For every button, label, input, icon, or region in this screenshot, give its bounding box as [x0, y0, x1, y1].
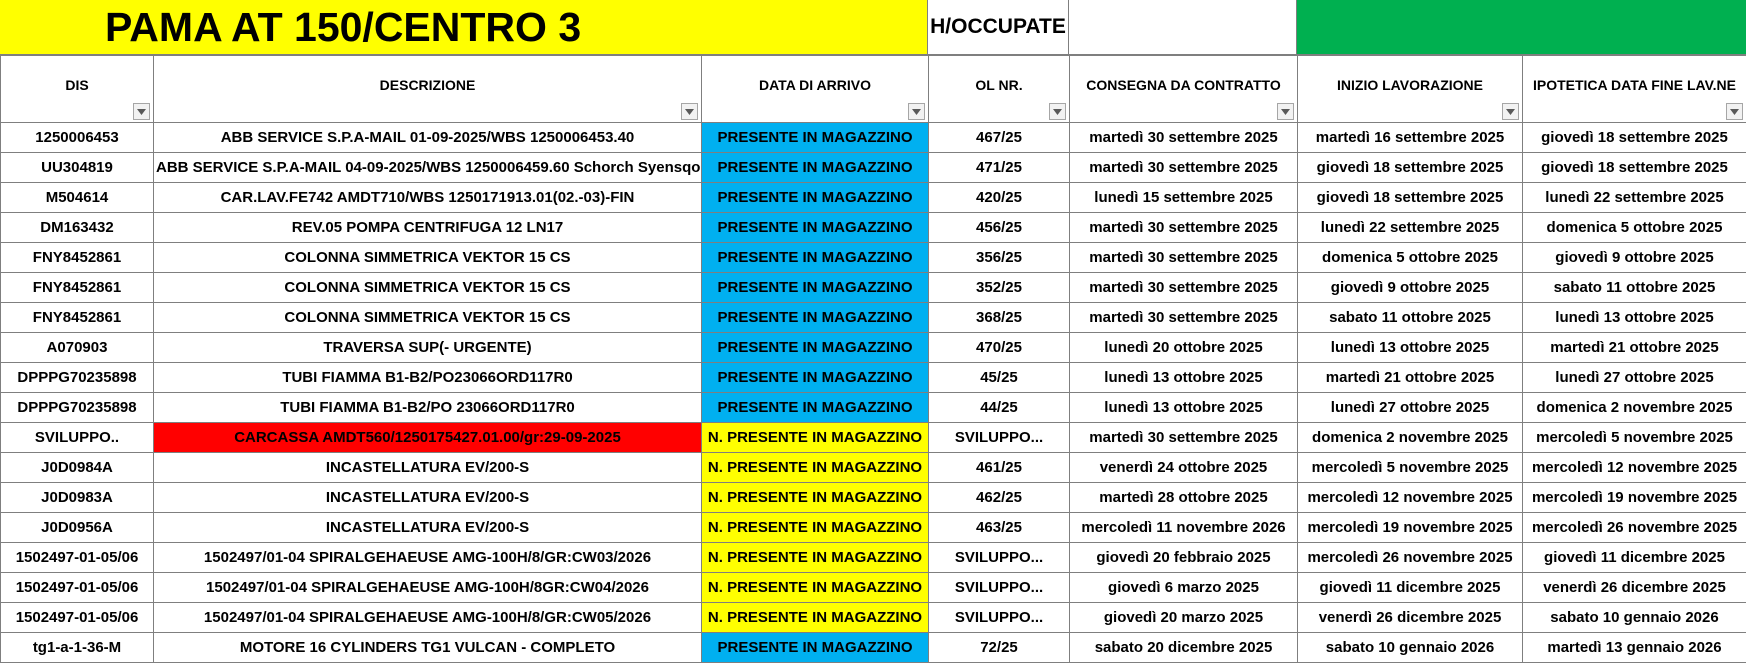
cell-descrizione[interactable]: MOTORE 16 CYLINDERS TG1 VULCAN - COMPLETO: [154, 633, 702, 663]
cell-fine[interactable]: martedì 21 ottobre 2025: [1523, 333, 1746, 363]
table-row: [1, 483, 1746, 513]
table-row: [1, 123, 1746, 153]
cell-consegna[interactable]: giovedì 6 marzo 2025: [1070, 573, 1298, 603]
cell-descrizione[interactable]: INCASTELLATURA EV/200-S: [154, 483, 702, 513]
cell-descrizione[interactable]: 1502497/01-04 SPIRALGEHAEUSE AMG-100H/8GR:CW04/2026: [154, 573, 702, 603]
cell-dis[interactable]: A070903: [1, 333, 154, 363]
cell-data-arrivo[interactable]: PRESENTE IN MAGAZZINO: [702, 213, 929, 243]
cell-consegna[interactable]: martedì 30 settembre 2025: [1070, 303, 1298, 333]
cell-ol-nr[interactable]: 45/25: [929, 363, 1070, 393]
cell-consegna[interactable]: sabato 20 dicembre 2025: [1070, 633, 1298, 663]
table-row: [1, 183, 1746, 213]
cell-fine[interactable]: giovedì 18 settembre 2025: [1523, 123, 1746, 153]
cell-data-arrivo[interactable]: PRESENTE IN MAGAZZINO: [702, 183, 929, 213]
cell-data-arrivo[interactable]: PRESENTE IN MAGAZZINO: [702, 363, 929, 393]
table-row: [1, 303, 1746, 333]
cell-ol-nr[interactable]: 462/25: [929, 483, 1070, 513]
cell-descrizione[interactable]: TUBI FIAMMA B1-B2/PO23066ORD117R0: [154, 363, 702, 393]
cell-consegna[interactable]: martedì 30 settembre 2025: [1070, 123, 1298, 153]
cell-fine[interactable]: venerdì 26 dicembre 2025: [1523, 573, 1746, 603]
cell-data-arrivo[interactable]: PRESENTE IN MAGAZZINO: [702, 273, 929, 303]
cell-dis[interactable]: DPPPG70235898: [1, 363, 154, 393]
filter-dropdown-icon[interactable]: [1726, 103, 1743, 120]
cell-dis[interactable]: 1250006453: [1, 123, 154, 153]
cell-ol-nr[interactable]: SVILUPPO...: [929, 603, 1070, 633]
cell-ol-nr[interactable]: 471/25: [929, 153, 1070, 183]
cell-dis[interactable]: J0D0984A: [1, 453, 154, 483]
cell-inizio[interactable]: venerdì 26 dicembre 2025: [1298, 603, 1523, 633]
cell-data-arrivo[interactable]: PRESENTE IN MAGAZZINO: [702, 333, 929, 363]
cell-inizio[interactable]: giovedì 18 settembre 2025: [1298, 153, 1523, 183]
column-header-ol-nr: [929, 56, 1070, 123]
cell-inizio[interactable]: mercoledì 12 novembre 2025: [1298, 483, 1523, 513]
cell-ol-nr[interactable]: 467/25: [929, 123, 1070, 153]
cell-fine[interactable]: sabato 11 ottobre 2025: [1523, 273, 1746, 303]
table-row: [1, 273, 1746, 303]
table-row: [1, 543, 1746, 573]
cell-data-arrivo[interactable]: PRESENTE IN MAGAZZINO: [702, 153, 929, 183]
cell-fine[interactable]: sabato 10 gennaio 2026: [1523, 603, 1746, 633]
cell-consegna[interactable]: lunedì 20 ottobre 2025: [1070, 333, 1298, 363]
cell-descrizione[interactable]: COLONNA SIMMETRICA VEKTOR 15 CS: [154, 273, 702, 303]
table-row: [1, 453, 1746, 483]
cell-descrizione[interactable]: INCASTELLATURA EV/200-S: [154, 513, 702, 543]
cell-consegna[interactable]: lunedì 13 ottobre 2025: [1070, 363, 1298, 393]
cell-data-arrivo[interactable]: PRESENTE IN MAGAZZINO: [702, 243, 929, 273]
cell-consegna[interactable]: venerdì 24 ottobre 2025: [1070, 453, 1298, 483]
cell-descrizione[interactable]: INCASTELLATURA EV/200-S: [154, 453, 702, 483]
column-header-fine: [1523, 56, 1746, 123]
cell-fine[interactable]: mercoledì 5 novembre 2025: [1523, 423, 1746, 453]
table-body: [1, 123, 1746, 663]
cell-data-arrivo[interactable]: PRESENTE IN MAGAZZINO: [702, 303, 929, 333]
hours-occupied-label[interactable]: H/OCCUPATE: [928, 0, 1069, 54]
column-header-dis: [1, 56, 154, 123]
cell-dis[interactable]: 1502497-01-05/06: [1, 603, 154, 633]
cell-data-arrivo[interactable]: N. PRESENTE IN MAGAZZINO: [702, 513, 929, 543]
cell-inizio[interactable]: domenica 5 ottobre 2025: [1298, 243, 1523, 273]
column-header-data-arrivo: [702, 56, 929, 123]
filter-dropdown-icon[interactable]: [1277, 103, 1294, 120]
cell-consegna[interactable]: martedì 28 ottobre 2025: [1070, 483, 1298, 513]
cell-inizio[interactable]: giovedì 18 settembre 2025: [1298, 183, 1523, 213]
filter-dropdown-icon[interactable]: [1502, 103, 1519, 120]
cell-dis[interactable]: M504614: [1, 183, 154, 213]
cell-data-arrivo[interactable]: N. PRESENTE IN MAGAZZINO: [702, 573, 929, 603]
cell-dis[interactable]: DPPPG70235898: [1, 393, 154, 423]
table-row: [1, 213, 1746, 243]
column-header-label: INIZIO LAVORAZIONE: [1337, 77, 1483, 93]
cell-dis[interactable]: 1502497-01-05/06: [1, 543, 154, 573]
cell-ol-nr[interactable]: SVILUPPO...: [929, 573, 1070, 603]
cell-data-arrivo[interactable]: PRESENTE IN MAGAZZINO: [702, 123, 929, 153]
schedule-table: [0, 55, 1746, 663]
header-row: [1, 56, 1746, 123]
cell-ol-nr[interactable]: 456/25: [929, 213, 1070, 243]
cell-inizio[interactable]: giovedì 11 dicembre 2025: [1298, 573, 1523, 603]
column-header-label: IPOTETICA DATA FINE LAV.NE: [1533, 77, 1736, 93]
cell-fine[interactable]: domenica 5 ottobre 2025: [1523, 213, 1746, 243]
cell-descrizione[interactable]: 1502497/01-04 SPIRALGEHAEUSE AMG-100H/8/GR:CW03/2026: [154, 543, 702, 573]
cell-dis[interactable]: FNY8452861: [1, 303, 154, 333]
cell-ol-nr[interactable]: SVILUPPO...: [929, 423, 1070, 453]
cell-data-arrivo[interactable]: N. PRESENTE IN MAGAZZINO: [702, 453, 929, 483]
cell-descrizione[interactable]: ABB SERVICE S.P.A-MAIL 01-09-2025/WBS 1250006453.40: [154, 123, 702, 153]
cell-ol-nr[interactable]: 461/25: [929, 453, 1070, 483]
cell-fine[interactable]: giovedì 11 dicembre 2025: [1523, 543, 1746, 573]
column-header-label: OL NR.: [975, 77, 1022, 93]
column-header-label: DIS: [65, 77, 88, 93]
table-row: [1, 333, 1746, 363]
cell-inizio[interactable]: mercoledì 19 novembre 2025: [1298, 513, 1523, 543]
cell-descrizione[interactable]: TUBI FIAMMA B1-B2/PO 23066ORD117R0: [154, 393, 702, 423]
table-row: [1, 243, 1746, 273]
cell-inizio[interactable]: lunedì 27 ottobre 2025: [1298, 393, 1523, 423]
cell-dis[interactable]: J0D0956A: [1, 513, 154, 543]
cell-inizio[interactable]: mercoledì 5 novembre 2025: [1298, 453, 1523, 483]
cell-fine[interactable]: mercoledì 12 novembre 2025: [1523, 453, 1746, 483]
cell-data-arrivo[interactable]: PRESENTE IN MAGAZZINO: [702, 633, 929, 663]
cell-data-arrivo[interactable]: N. PRESENTE IN MAGAZZINO: [702, 543, 929, 573]
cell-consegna[interactable]: lunedì 13 ottobre 2025: [1070, 393, 1298, 423]
column-header-label: DATA DI ARRIVO: [759, 77, 871, 93]
column-header-consegna: [1070, 56, 1298, 123]
cell-fine[interactable]: lunedì 13 ottobre 2025: [1523, 303, 1746, 333]
cell-consegna[interactable]: martedì 30 settembre 2025: [1070, 153, 1298, 183]
cell-dis[interactable]: DM163432: [1, 213, 154, 243]
table-row: [1, 633, 1746, 663]
column-header-descrizione: [154, 56, 702, 123]
cell-fine[interactable]: martedì 13 gennaio 2026: [1523, 633, 1746, 663]
cell-data-arrivo[interactable]: PRESENTE IN MAGAZZINO: [702, 393, 929, 423]
cell-inizio[interactable]: giovedì 9 ottobre 2025: [1298, 273, 1523, 303]
cell-data-arrivo[interactable]: N. PRESENTE IN MAGAZZINO: [702, 423, 929, 453]
cell-consegna[interactable]: giovedì 20 marzo 2025: [1070, 603, 1298, 633]
cell-fine[interactable]: lunedì 22 settembre 2025: [1523, 183, 1746, 213]
cell-inizio[interactable]: martedì 16 settembre 2025: [1298, 123, 1523, 153]
filter-dropdown-icon[interactable]: [908, 103, 925, 120]
cell-descrizione[interactable]: ABB SERVICE S.P.A-MAIL 04-09-2025/WBS 1250006459.60 Schorch Syensqo: [154, 153, 702, 183]
cell-ol-nr[interactable]: 470/25: [929, 333, 1070, 363]
cell-descrizione[interactable]: CARCASSA AMDT560/1250175427.01.00/gr:29-09-2025: [154, 423, 702, 453]
cell-descrizione[interactable]: REV.05 POMPA CENTRIFUGA 12 LN17: [154, 213, 702, 243]
cell-inizio[interactable]: lunedì 22 settembre 2025: [1298, 213, 1523, 243]
cell-dis[interactable]: SVILUPPO..: [1, 423, 154, 453]
cell-ol-nr[interactable]: SVILUPPO...: [929, 543, 1070, 573]
table-row: [1, 603, 1746, 633]
cell-dis[interactable]: FNY8452861: [1, 273, 154, 303]
cell-descrizione[interactable]: CAR.LAV.FE742 AMDT710/WBS 1250171913.01(02.-03)-FIN: [154, 183, 702, 213]
hours-occupied-value-cell[interactable]: [1069, 0, 1297, 54]
cell-data-arrivo[interactable]: N. PRESENTE IN MAGAZZINO: [702, 483, 929, 513]
cell-inizio[interactable]: sabato 10 gennaio 2026: [1298, 633, 1523, 663]
cell-fine[interactable]: lunedì 27 ottobre 2025: [1523, 363, 1746, 393]
cell-consegna[interactable]: martedì 30 settembre 2025: [1070, 243, 1298, 273]
cell-descrizione[interactable]: COLONNA SIMMETRICA VEKTOR 15 CS: [154, 303, 702, 333]
cell-inizio[interactable]: lunedì 13 ottobre 2025: [1298, 333, 1523, 363]
sheet-title[interactable]: PAMA AT 150/CENTRO 3: [0, 0, 928, 54]
cell-ol-nr[interactable]: 368/25: [929, 303, 1070, 333]
cell-ol-nr[interactable]: 420/25: [929, 183, 1070, 213]
cell-consegna[interactable]: mercoledì 11 novembre 2026: [1070, 513, 1298, 543]
cell-dis[interactable]: UU304819: [1, 153, 154, 183]
cell-dis[interactable]: tg1-a-1-36-M: [1, 633, 154, 663]
cell-ol-nr[interactable]: 356/25: [929, 243, 1070, 273]
cell-consegna[interactable]: martedì 30 settembre 2025: [1070, 213, 1298, 243]
table-row: [1, 393, 1746, 423]
cell-fine[interactable]: giovedì 9 ottobre 2025: [1523, 243, 1746, 273]
cell-dis[interactable]: FNY8452861: [1, 243, 154, 273]
cell-ol-nr[interactable]: 352/25: [929, 273, 1070, 303]
cell-fine[interactable]: domenica 2 novembre 2025: [1523, 393, 1746, 423]
cell-inizio[interactable]: mercoledì 26 novembre 2025: [1298, 543, 1523, 573]
table-row: [1, 513, 1746, 543]
cell-ol-nr[interactable]: 463/25: [929, 513, 1070, 543]
cell-dis[interactable]: 1502497-01-05/06: [1, 573, 154, 603]
filter-dropdown-icon[interactable]: [681, 103, 698, 120]
cell-ol-nr[interactable]: 72/25: [929, 633, 1070, 663]
cell-ol-nr[interactable]: 44/25: [929, 393, 1070, 423]
cell-inizio[interactable]: domenica 2 novembre 2025: [1298, 423, 1523, 453]
column-header-label: DESCRIZIONE: [380, 77, 476, 93]
cell-fine[interactable]: giovedì 18 settembre 2025: [1523, 153, 1746, 183]
cell-consegna[interactable]: martedì 30 settembre 2025: [1070, 423, 1298, 453]
cell-inizio[interactable]: sabato 11 ottobre 2025: [1298, 303, 1523, 333]
cell-consegna[interactable]: lunedì 15 settembre 2025: [1070, 183, 1298, 213]
column-header-label: CONSEGNA DA CONTRATTO: [1086, 77, 1280, 93]
table-row: [1, 363, 1746, 393]
cell-consegna[interactable]: martedì 30 settembre 2025: [1070, 273, 1298, 303]
green-status-cell[interactable]: [1297, 0, 1746, 54]
cell-inizio[interactable]: martedì 21 ottobre 2025: [1298, 363, 1523, 393]
column-header-inizio: [1298, 56, 1523, 123]
cell-descrizione[interactable]: TRAVERSA SUP(- URGENTE): [154, 333, 702, 363]
filter-dropdown-icon[interactable]: [133, 103, 150, 120]
title-bar: [0, 0, 1746, 55]
filter-dropdown-icon[interactable]: [1049, 103, 1066, 120]
cell-descrizione[interactable]: COLONNA SIMMETRICA VEKTOR 15 CS: [154, 243, 702, 273]
table-row: [1, 573, 1746, 603]
cell-consegna[interactable]: giovedì 20 febbraio 2025: [1070, 543, 1298, 573]
cell-descrizione[interactable]: 1502497/01-04 SPIRALGEHAEUSE AMG-100H/8/GR:CW05/2026: [154, 603, 702, 633]
table-row: [1, 423, 1746, 453]
cell-data-arrivo[interactable]: N. PRESENTE IN MAGAZZINO: [702, 603, 929, 633]
cell-dis[interactable]: J0D0983A: [1, 483, 154, 513]
table-row: [1, 153, 1746, 183]
cell-fine[interactable]: mercoledì 19 novembre 2025: [1523, 483, 1746, 513]
cell-fine[interactable]: mercoledì 26 novembre 2025: [1523, 513, 1746, 543]
